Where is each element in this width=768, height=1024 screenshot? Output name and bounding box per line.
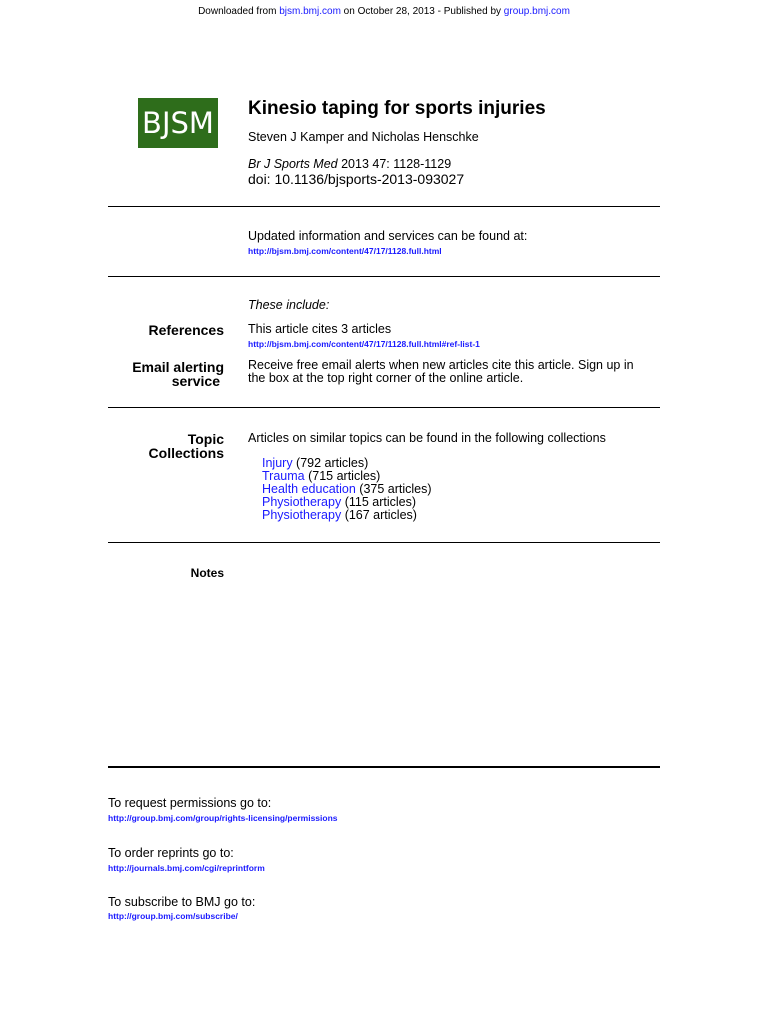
- download-prefix: Downloaded from: [198, 6, 280, 17]
- divider: [108, 276, 660, 277]
- references-label: References: [148, 322, 224, 338]
- includes-heading-text: These include:: [248, 298, 330, 312]
- email-label-line2: service: [171, 373, 220, 389]
- download-notice: [0, 6, 768, 17]
- article-citation: [248, 157, 451, 171]
- journal-name: Br J Sports Med: [248, 157, 338, 171]
- divider: [108, 206, 660, 207]
- topic-label-line1: Topic: [187, 431, 224, 447]
- email-label-line1: Email alerting: [132, 359, 224, 375]
- volume-pages: 2013 47: 1128-1129: [337, 157, 452, 171]
- collection-count: (115 articles): [341, 495, 417, 509]
- collection-link-trauma[interactable]: Trauma: [262, 469, 305, 483]
- references-text: This article cites 3 articles: [248, 322, 392, 336]
- collection-item: [262, 509, 432, 522]
- includes-heading: [248, 298, 329, 312]
- topics-intro: Articles on similar topics can be found in the following collections: [248, 431, 606, 445]
- topic-label-line2: Collections: [148, 445, 224, 461]
- collection-link-injury[interactable]: Injury: [262, 456, 293, 470]
- collection-link-physiotherapy-2[interactable]: Physiotherapy: [262, 508, 342, 522]
- publisher-link[interactable]: group.bmj.com: [503, 6, 570, 17]
- bjsm-logo: BJSM: [138, 98, 218, 148]
- references-link[interactable]: http://bjsm.bmj.com/content/47/17/1128.full.html#ref-list-1: [248, 339, 480, 349]
- permissions-text: To request permissions go to:: [108, 796, 272, 810]
- divider: [108, 407, 660, 408]
- footer-divider: [108, 766, 660, 768]
- collection-link-physiotherapy[interactable]: Physiotherapy: [262, 495, 342, 509]
- topic-collections-label: [149, 432, 224, 460]
- article-authors: Steven J Kamper and Nicholas Henschke: [248, 130, 479, 144]
- collection-count: (167 articles): [341, 508, 417, 522]
- email-alerting-label: [132, 360, 224, 388]
- collection-count: (715 articles): [304, 469, 381, 483]
- download-middle: on October 28, 2013 - Published by: [340, 6, 504, 17]
- collection-list: [262, 457, 432, 522]
- collection-link-health-education[interactable]: Health education: [262, 482, 356, 496]
- reprints-text: To order reprints go to:: [108, 846, 234, 860]
- collection-count: (375 articles): [355, 482, 432, 496]
- collection-count: (792 articles): [292, 456, 369, 470]
- subscribe-link[interactable]: http://group.bmj.com/subscribe/: [108, 911, 238, 921]
- updated-info-link[interactable]: http://bjsm.bmj.com/content/47/17/1128.full.html: [248, 246, 442, 256]
- article-doi: doi: 10.1136/bjsports-2013-093027: [248, 171, 465, 187]
- email-text-line2: the box at the top right corner of the online article.: [248, 371, 524, 385]
- notes-label: Notes: [190, 566, 224, 580]
- divider: [108, 542, 660, 543]
- email-alert-text: [248, 359, 634, 385]
- site-link[interactable]: bjsm.bmj.com: [279, 6, 341, 17]
- updated-info-text: Updated information and services can be found at:: [248, 229, 528, 243]
- article-title: Kinesio taping for sports injuries: [248, 98, 546, 119]
- permissions-link[interactable]: http://group.bmj.com/group/rights-licensing/permissions: [108, 813, 338, 823]
- reprints-link[interactable]: http://journals.bmj.com/cgi/reprintform: [108, 863, 265, 873]
- email-text-line1: Receive free email alerts when new articles cite this article. Sign up in: [248, 358, 634, 372]
- subscribe-text: To subscribe to BMJ go to:: [108, 895, 256, 909]
